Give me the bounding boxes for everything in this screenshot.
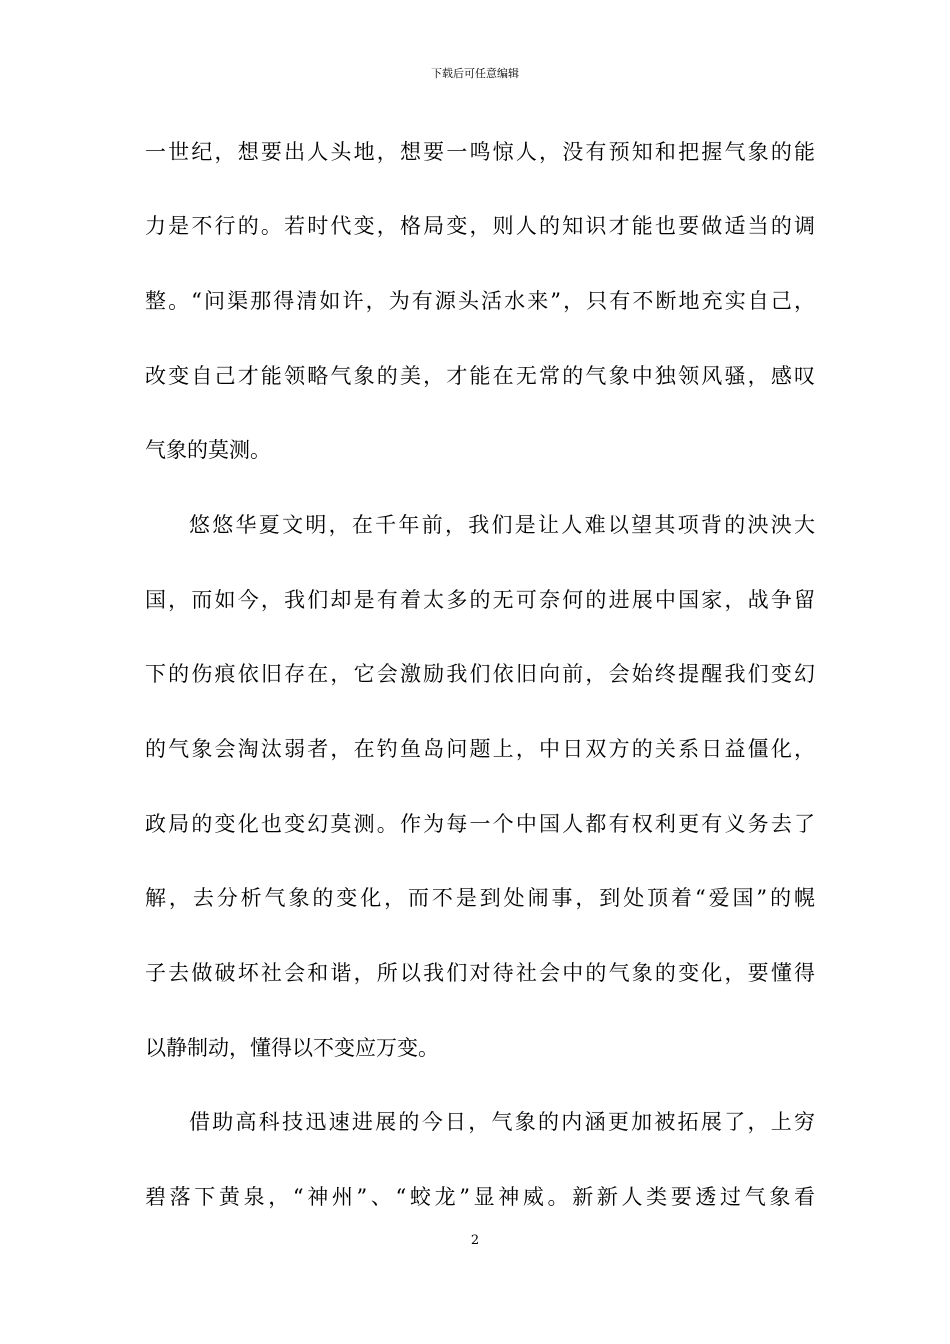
text-line: 解，去分析气象的变化，而不是到处闹事，到处顶着“爱国”的幌 [145,886,815,910]
text-line: 碧落下黄泉，“神州”、“蛟龙”显神威。新新人类要透过气象看 [145,1185,815,1209]
page-number: 2 [470,1233,480,1248]
text-line: 整。“问渠那得清如许，为有源头活水来”，只有不断地充实自己， [145,289,815,313]
text-line: 一世纪，想要出人头地，想要一鸣惊人，没有预知和把握气象的能 [145,140,815,164]
text-line: 政局的变化也变幻莫测。作为每一个中国人都有权利更有义务去了 [145,812,815,836]
paragraph-first-line: 悠悠华夏文明，在千年前，我们是让人难以望其项背的泱泱大 [189,513,815,537]
paragraph-first-line: 借助高科技迅速进展的今日，气象的内涵更加被拓展了，上穷 [189,1110,815,1134]
text-line: 气象的莫测。 [145,438,271,462]
text-line: 子去做破坏社会和谐，所以我们对待社会中的气象的变化，要懂得 [145,961,815,985]
page-header: 下载后可任意编辑 [431,67,519,80]
text-line: 力是不行的。若时代变，格局变，则人的知识才能也要做适当的调 [145,214,815,238]
text-line: 国，而如今，我们却是有着太多的无可奈何的进展中国家，战争留 [145,588,815,612]
text-line: 改变自己才能领略气象的美，才能在无常的气象中独领风骚，感叹 [145,364,815,388]
text-line: 以静制动，懂得以不变应万变。 [145,1036,439,1060]
text-line: 的气象会淘汰弱者，在钓鱼岛问题上，中日双方的关系日益僵化， [145,737,815,761]
text-line: 下的伤痕依旧存在，它会激励我们依旧向前，会始终提醒我们变幻 [145,662,815,686]
